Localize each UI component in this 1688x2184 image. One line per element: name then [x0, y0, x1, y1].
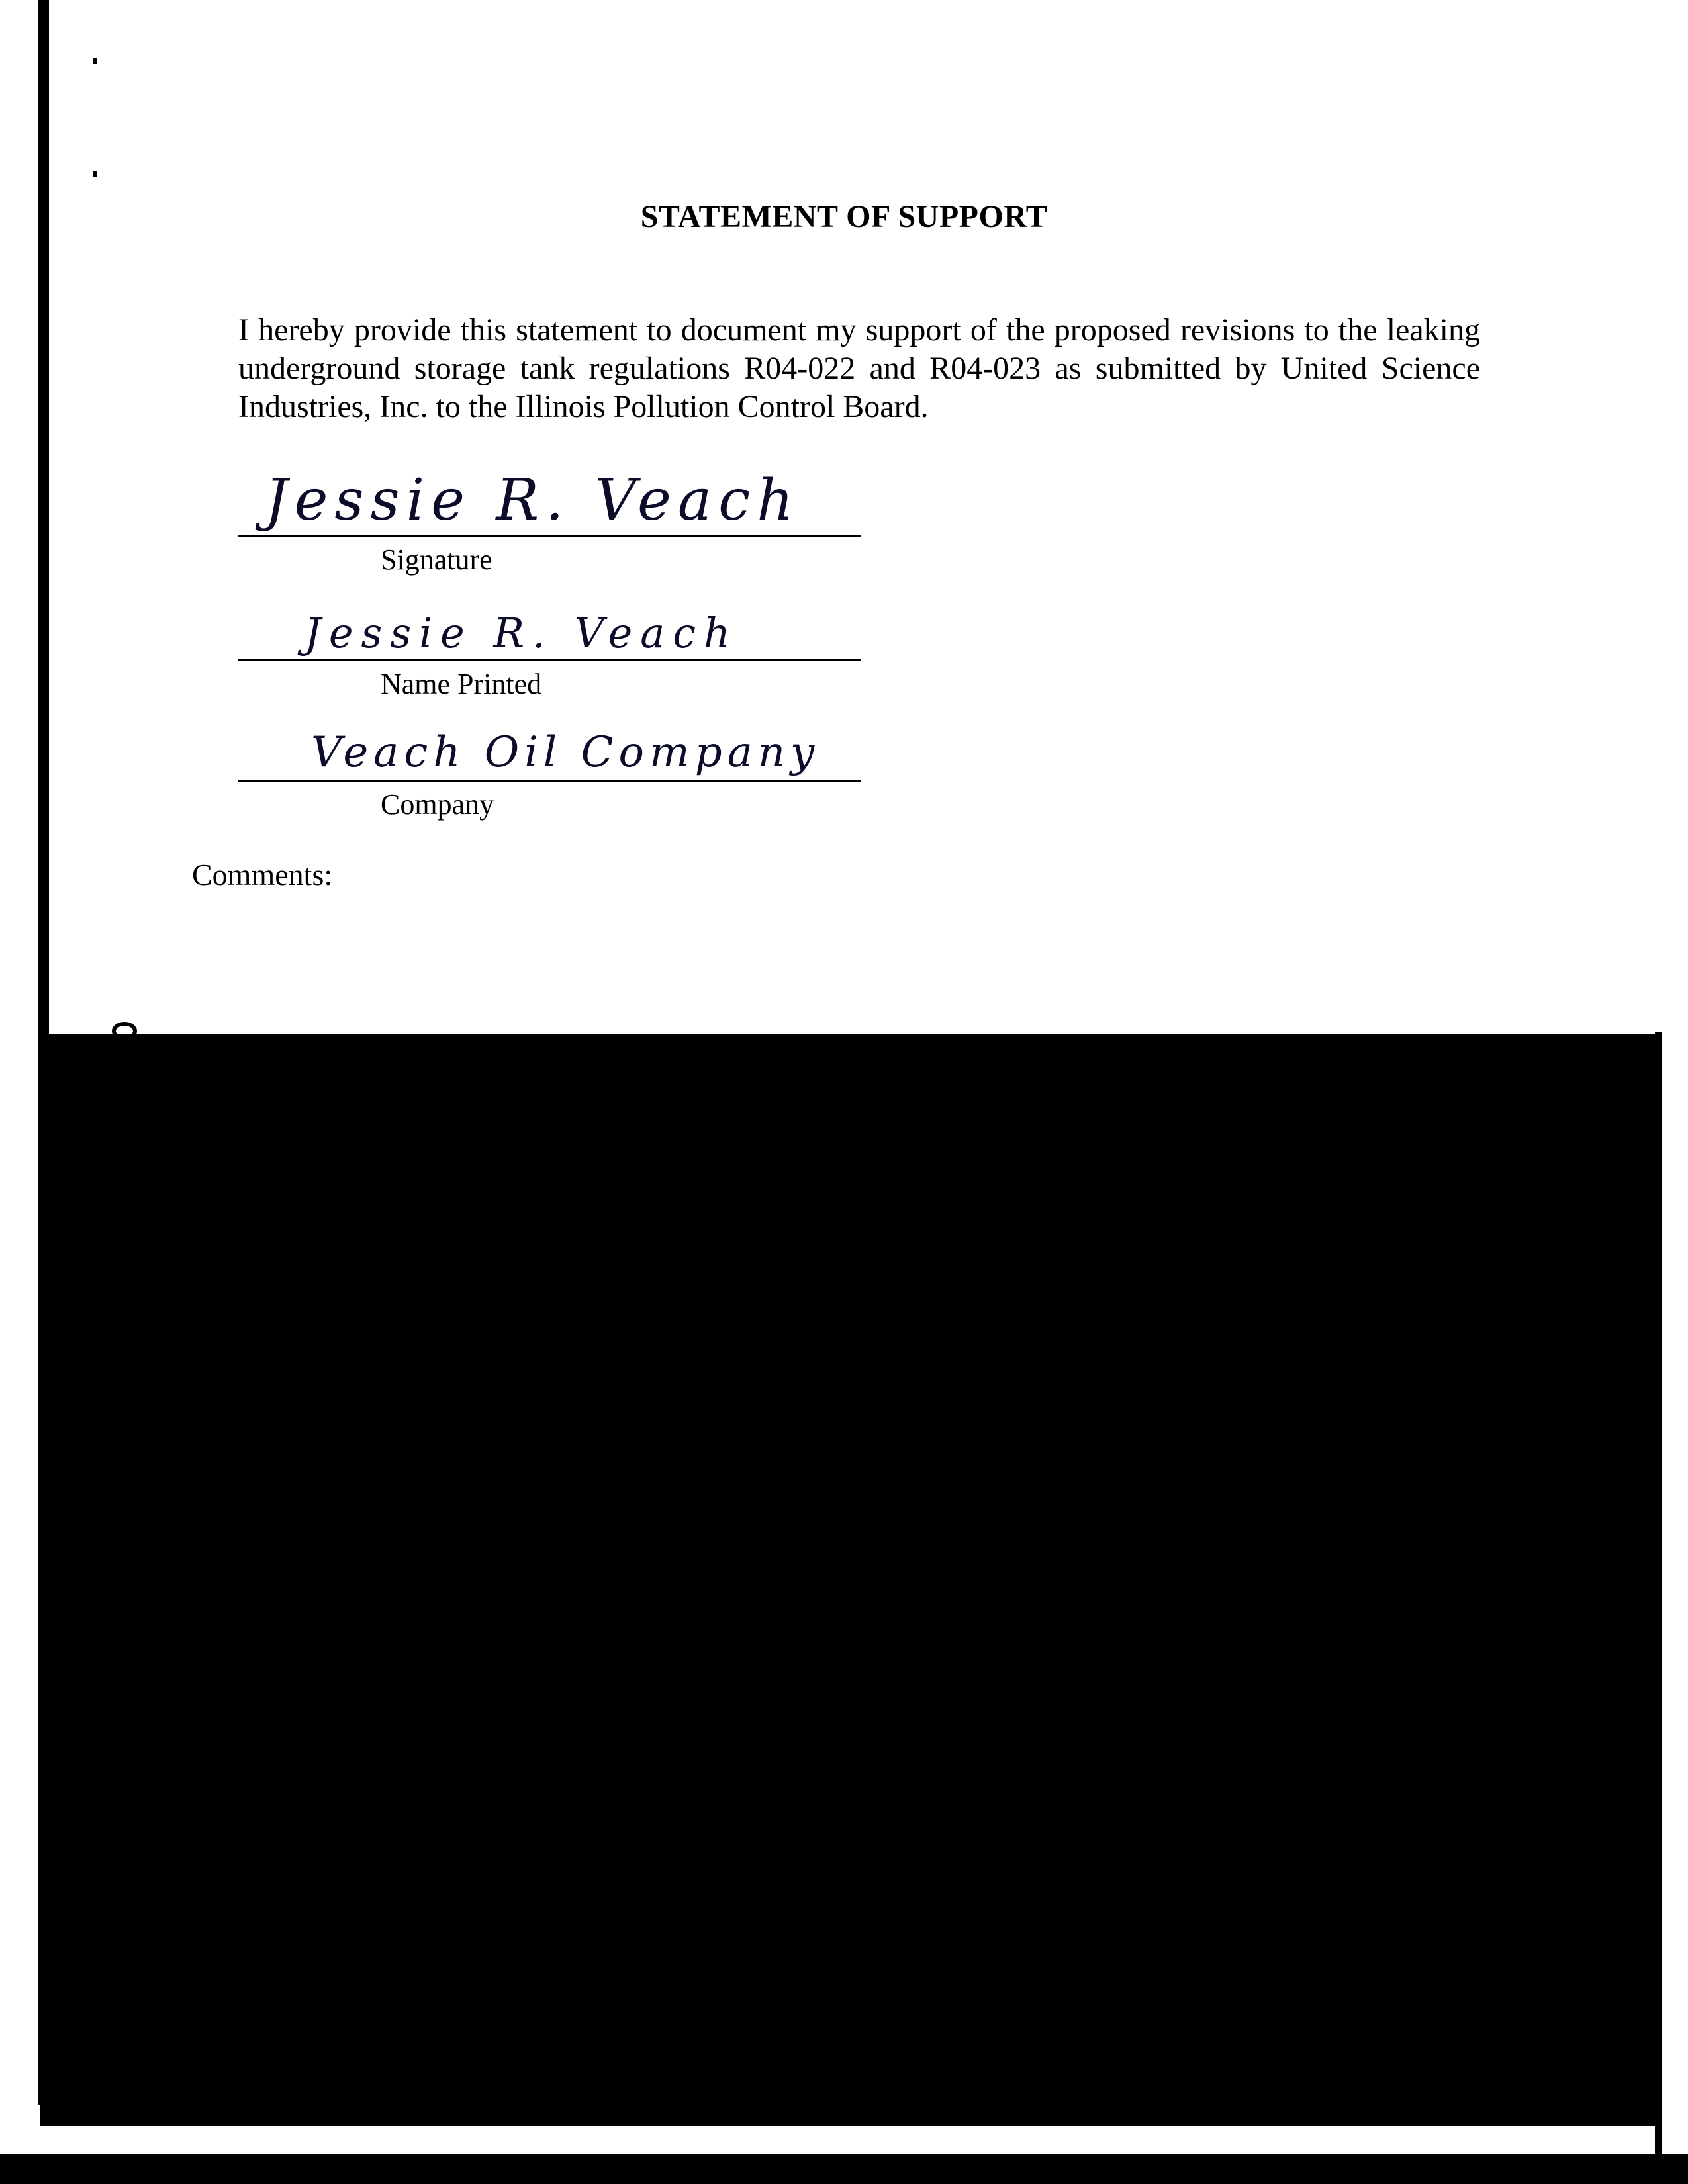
scissors-icon: [106, 1019, 199, 1059]
scan-edge-right: [1655, 1032, 1662, 2184]
name-printed-field: [238, 608, 861, 700]
company-handwriting: Veach Oil Company: [311, 728, 820, 777]
signature-line: [238, 535, 861, 537]
company-field: [238, 728, 861, 821]
comments-label: Comments:: [192, 858, 333, 891]
name-printed-line: [238, 659, 861, 661]
scan-speck: [93, 171, 97, 177]
redaction-block: [40, 1034, 1658, 2126]
signature-handwriting: Jessie R. Veach: [265, 467, 800, 533]
scan-speck: [93, 58, 97, 64]
scan-edge-bottom: [0, 2154, 1688, 2184]
name-printed-handwriting: Jessie R. Veach: [305, 609, 738, 657]
signature-label: Signature: [381, 543, 492, 576]
cut-line: [192, 1039, 1658, 1044]
company-label: Company: [381, 788, 494, 821]
company-line: [238, 780, 861, 782]
name-printed-label: Name Printed: [381, 668, 542, 700]
document-title: STATEMENT OF SUPPORT: [640, 199, 1048, 234]
signature-field: [238, 467, 861, 576]
statement-paragraph: I hereby provide this statement to document my support of the proposed revisions to the leaking underground storage tank regulations R04-022 and R04-023 as submitted by United Science Industries, Inc. to the Illinois Pollution Control Board.: [238, 312, 1480, 424]
